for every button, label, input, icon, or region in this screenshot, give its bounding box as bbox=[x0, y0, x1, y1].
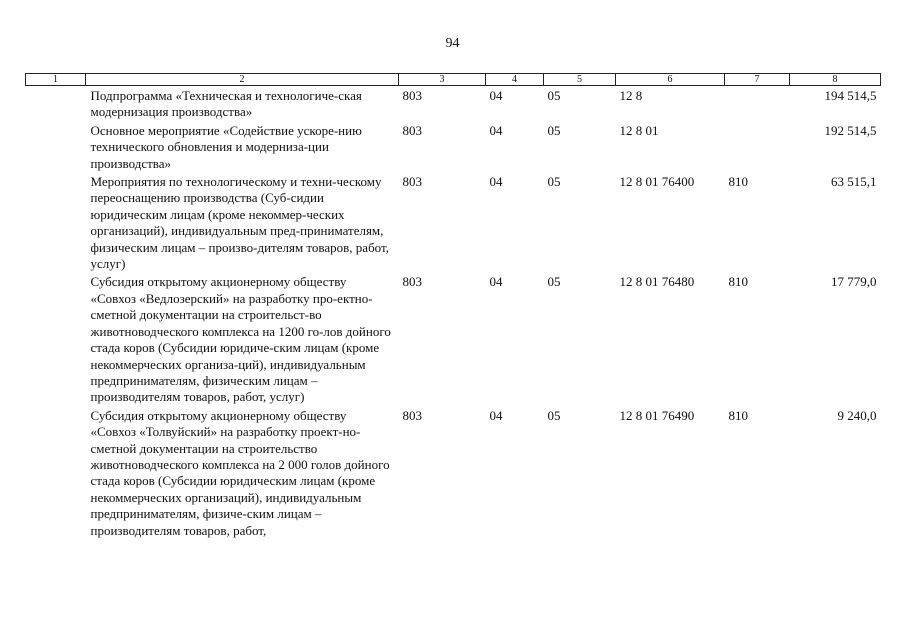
item-name: Основное мероприятие «Содействие ускоре-нию технического обновления и модерниза-ции производства» bbox=[90, 122, 362, 171]
column-header-5: 5 bbox=[544, 74, 616, 86]
item-name: Субсидия открытому акционерному обществу «Совхоз «Толвуйский» на разработку проект-но-сметной документации на строительство животноводческого комплекса на 2 000 голов дойного стада коров (Субсидии юридическим лицам (кроме некоммерческих организаций), индивидуальным предпринимателям, физиче-ским лицам – производителям товаров, работ, bbox=[90, 407, 390, 538]
expense-type-code: 810 bbox=[728, 174, 748, 190]
row-number-cell bbox=[26, 121, 86, 172]
amount: 194 514,5 bbox=[824, 88, 877, 103]
section-code: 04 bbox=[489, 274, 503, 290]
subsection-code: 05 bbox=[547, 174, 561, 190]
row-number-cell bbox=[26, 272, 86, 405]
target-code: 12 8 01 76400 bbox=[619, 174, 695, 190]
budget-table bbox=[25, 73, 881, 539]
amount: 192 514,5 bbox=[824, 122, 877, 138]
column-header-7: 7 bbox=[725, 74, 790, 86]
ministry-code: 803 bbox=[402, 88, 422, 103]
ministry-code: 803 bbox=[402, 407, 422, 423]
subsection-code: 05 bbox=[547, 407, 561, 423]
row-number-cell bbox=[26, 172, 86, 272]
page-number: 94 bbox=[445, 36, 460, 51]
section-code: 04 bbox=[489, 407, 503, 423]
column-number-row bbox=[26, 74, 881, 86]
expense-type-code: 810 bbox=[728, 407, 748, 423]
item-name: Мероприятия по технологическому и техни-ческому переоснащению производства (Суб-сидии юридическим лицам (кроме некоммер-ческих организаций), индивидуальным пред-принимателям, физическим лицам – произво-дителям товаров, работ, услуг) bbox=[90, 174, 389, 272]
expense-type-code: 810 bbox=[728, 274, 748, 290]
amount: 63 515,1 bbox=[831, 174, 877, 190]
table-row bbox=[26, 406, 881, 539]
table-header bbox=[26, 74, 881, 86]
target-code: 12 8 01 76480 bbox=[619, 274, 695, 290]
ministry-code: 803 bbox=[402, 174, 422, 190]
subsection-code: 05 bbox=[547, 88, 561, 103]
row-number-cell bbox=[26, 406, 86, 539]
target-code: 12 8 bbox=[619, 88, 643, 103]
column-header-8: 8 bbox=[790, 74, 881, 86]
expense-type-code bbox=[725, 121, 790, 172]
table-row bbox=[26, 172, 881, 272]
target-code: 12 8 01 76490 bbox=[619, 407, 695, 423]
column-header-1: 1 bbox=[26, 74, 86, 86]
amount: 9 240,0 bbox=[837, 407, 877, 423]
section-code: 04 bbox=[489, 174, 503, 190]
column-header-6: 6 bbox=[616, 74, 725, 86]
section-code: 04 bbox=[489, 122, 503, 138]
table-row bbox=[26, 86, 881, 121]
table-body bbox=[26, 86, 881, 539]
item-name: Субсидия открытому акционерному обществу «Совхоз «Ведлозерский» на разработку про-ектно-сметной документации на строительст-во животноводческого комплекса на 1200 го-лов дойного стада коров (Субсидии юридиче-ским лицам (кроме некоммерческих организа-ций), индивидуальным предпринимателям, физическим лицам – производителям товаров, работ, услуг) bbox=[90, 274, 391, 405]
ministry-code: 803 bbox=[402, 274, 422, 290]
subsection-code: 05 bbox=[547, 274, 561, 290]
subsection-code: 05 bbox=[547, 122, 561, 138]
item-name: Подпрограмма «Техническая и технологиче-ская модернизация производства» bbox=[90, 88, 362, 120]
row-number-cell bbox=[26, 86, 86, 121]
column-header-4: 4 bbox=[486, 74, 544, 86]
column-header-2: 2 bbox=[86, 74, 399, 86]
amount: 17 779,0 bbox=[831, 274, 877, 290]
expense-type-code bbox=[725, 86, 790, 121]
target-code: 12 8 01 bbox=[619, 122, 659, 138]
ministry-code: 803 bbox=[402, 122, 422, 138]
table-row bbox=[26, 272, 881, 405]
column-header-3: 3 bbox=[399, 74, 486, 86]
section-code: 04 bbox=[489, 88, 503, 103]
table-row bbox=[26, 121, 881, 172]
